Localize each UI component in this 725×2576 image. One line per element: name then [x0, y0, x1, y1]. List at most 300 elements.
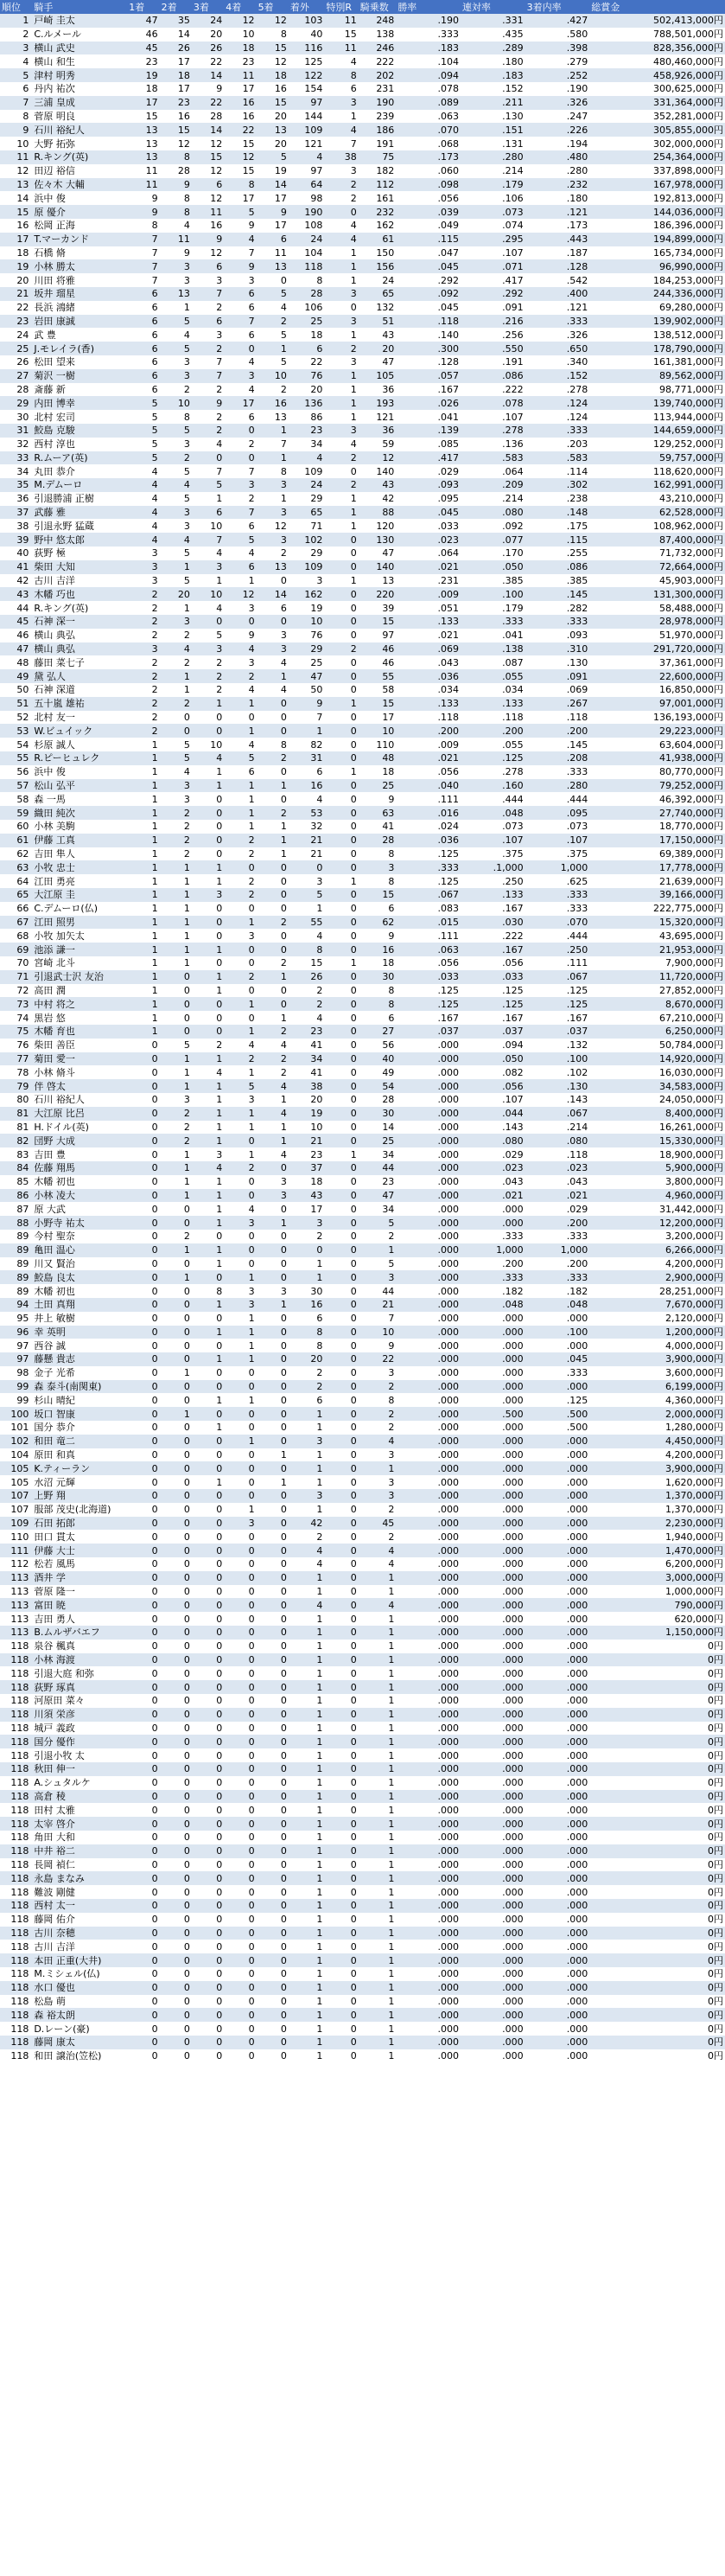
jockey-name-cell[interactable]: 藤岡 佑介	[32, 1913, 127, 1927]
jockey-name-cell[interactable]: 木幡 巧也	[32, 587, 127, 601]
stat-cell: 0	[127, 1189, 159, 1203]
stat-cell: 9	[257, 205, 289, 219]
column-header[interactable]: 3着内率	[525, 0, 590, 14]
stat-cell: .000	[396, 1093, 461, 1107]
jockey-name-cell[interactable]: 和田 竜二	[32, 1435, 127, 1448]
stat-cell: .145	[525, 738, 590, 751]
jockey-name-cell[interactable]: 川須 栄彦	[32, 1708, 127, 1722]
jockey-name-cell[interactable]: 武 豊	[32, 328, 127, 342]
jockey-name-cell[interactable]: J.モレイラ(香)	[32, 342, 127, 355]
jockey-name-cell[interactable]: 泉谷 楓真	[32, 1640, 127, 1653]
jockey-name-cell[interactable]: 斎藤 新	[32, 383, 127, 397]
jockey-name-cell[interactable]: B.ムルザバエフ	[32, 1626, 127, 1640]
stat-cell: 3	[257, 506, 289, 520]
rank-cell: 107	[0, 1503, 32, 1517]
stat-cell: 3,200,000円	[589, 1230, 725, 1243]
jockey-name-cell[interactable]: 松田 望来	[32, 355, 127, 369]
jockey-name-cell[interactable]: 坂井 瑠星	[32, 287, 127, 301]
column-header[interactable]: 騎手	[32, 0, 127, 14]
stat-cell: .009	[396, 738, 461, 751]
rank-cell: 89	[0, 1270, 32, 1284]
table-row	[0, 355, 725, 369]
jockey-name-cell[interactable]: 大野 拓弥	[32, 137, 127, 150]
stat-cell: 0	[324, 533, 358, 547]
jockey-name-cell[interactable]: 原田 和真	[32, 1448, 127, 1462]
column-header[interactable]: 着外	[289, 0, 324, 14]
rank-cell: 118	[0, 1858, 32, 1872]
stat-cell: 0	[224, 1885, 256, 1899]
jockey-name-cell[interactable]: 小牧 忠士	[32, 860, 127, 874]
stat-cell: 0円	[589, 2049, 725, 2063]
jockey-name-cell[interactable]: C.ルメール	[32, 28, 127, 42]
stat-cell: .050	[461, 560, 525, 574]
jockey-name-cell[interactable]: 黛 弘人	[32, 669, 127, 683]
jockey-name-cell[interactable]: 河原田 菜々	[32, 1694, 127, 1708]
jockey-name-cell[interactable]: 佐々木 大輔	[32, 178, 127, 192]
jockey-name-cell[interactable]: 菅原 隆一	[32, 1585, 127, 1599]
jockey-name-cell[interactable]: 鮫島 良太	[32, 1270, 127, 1284]
stat-cell: .000	[525, 2008, 590, 2022]
jockey-name-cell[interactable]: 松島 萌	[32, 1995, 127, 2009]
stat-cell: 0	[192, 1666, 224, 1680]
jockey-name-cell[interactable]: 石川 裕紀人	[32, 1093, 127, 1107]
stat-cell: .167	[461, 1011, 525, 1025]
stat-cell: 0	[127, 1858, 159, 1872]
column-header[interactable]: 特別R	[324, 0, 358, 14]
jockey-name-cell[interactable]: 井上 敏樹	[32, 1312, 127, 1326]
stat-cell: .125	[461, 984, 525, 998]
table-row	[0, 1844, 725, 1858]
jockey-name-cell[interactable]: 石神 深一	[32, 615, 127, 629]
column-header[interactable]: 総賞金	[589, 0, 725, 14]
jockey-name-cell[interactable]: 森 一馬	[32, 792, 127, 806]
jockey-name-cell[interactable]: 古川 吉洋	[32, 1940, 127, 1953]
stat-cell: .000	[396, 1461, 461, 1475]
jockey-name-cell[interactable]: 西村 淳也	[32, 438, 127, 451]
stat-cell: 4	[224, 738, 256, 751]
jockey-name-cell[interactable]: 黒岩 悠	[32, 1011, 127, 1025]
jockey-name-cell[interactable]: 長岡 禎仁	[32, 1858, 127, 1872]
jockey-name-cell[interactable]: 津村 明秀	[32, 68, 127, 82]
stat-cell: .417	[461, 273, 525, 287]
jockey-name-cell[interactable]: 角田 大和	[32, 1831, 127, 1844]
jockey-name-cell[interactable]: C.デムーロ(仏)	[32, 902, 127, 916]
stat-cell: 2	[289, 1530, 324, 1544]
jockey-name-cell[interactable]: 本田 正重(大井)	[32, 1953, 127, 1967]
jockey-name-cell[interactable]: 浜中 俊	[32, 765, 127, 779]
jockey-name-cell[interactable]: 小林 凌大	[32, 1189, 127, 1203]
stat-cell: 0	[257, 1161, 289, 1175]
column-header[interactable]: 4着	[224, 0, 256, 14]
rank-cell: 28	[0, 383, 32, 397]
column-header[interactable]: 2着	[160, 0, 192, 14]
stat-cell: 2	[257, 547, 289, 560]
stat-cell: 6,250,000円	[589, 1025, 725, 1039]
rank-cell: 57	[0, 779, 32, 793]
stat-cell: .000	[461, 1762, 525, 1776]
stat-cell: 23	[289, 1147, 324, 1161]
stat-cell: 0	[257, 724, 289, 738]
stat-cell: 41,938,000円	[589, 751, 725, 765]
jockey-name-cell[interactable]: 木幡 初也	[32, 1175, 127, 1189]
jockey-name-cell[interactable]: 松若 風馬	[32, 1557, 127, 1571]
stat-cell: .000	[525, 1858, 590, 1872]
table-row	[0, 1503, 725, 1517]
stat-cell: 1	[324, 765, 358, 779]
stat-cell: 47	[359, 355, 397, 369]
stat-cell: .100	[525, 1326, 590, 1339]
stat-cell: 6,266,000円	[589, 1243, 725, 1257]
jockey-name-cell[interactable]: 高田 潤	[32, 984, 127, 998]
rank-cell: 113	[0, 1571, 32, 1585]
stat-cell: .000	[525, 1461, 590, 1475]
stat-cell: 1	[289, 1762, 324, 1776]
stat-cell: .550	[461, 342, 525, 355]
jockey-name-cell[interactable]: 五十嵐 雄祐	[32, 697, 127, 711]
jockey-name-cell[interactable]: 上野 翔	[32, 1489, 127, 1503]
stat-cell: 5	[160, 424, 192, 438]
stat-cell: .203	[525, 438, 590, 451]
stat-cell: 0	[127, 1844, 159, 1858]
jockey-name-cell[interactable]: 国分 優作	[32, 1735, 127, 1748]
jockey-name-cell[interactable]: 大江原 比呂	[32, 1107, 127, 1121]
stat-cell: 3	[160, 369, 192, 383]
jockey-name-cell[interactable]: T.マーカンド	[32, 233, 127, 246]
jockey-name-cell[interactable]: 宮崎 北斗	[32, 956, 127, 970]
stat-cell: 1	[224, 1339, 256, 1352]
stat-cell: 8	[359, 984, 397, 998]
column-header[interactable]: 騎乗数	[359, 0, 397, 14]
jockey-name-cell[interactable]: R.キング(英)	[32, 150, 127, 164]
jockey-name-cell[interactable]: 引退永野 猛蔵	[32, 519, 127, 533]
jockey-name-cell[interactable]: 小林 勝太	[32, 259, 127, 273]
jockey-name-cell[interactable]: 城戸 義政	[32, 1722, 127, 1735]
stat-cell: 5	[224, 533, 256, 547]
jockey-name-cell[interactable]: 丸田 恭介	[32, 464, 127, 478]
stat-cell: 20	[289, 383, 324, 397]
jockey-name-cell[interactable]: 原 優介	[32, 205, 127, 219]
jockey-name-cell[interactable]: 石神 深道	[32, 683, 127, 697]
jockey-name-cell[interactable]: 野中 悠太郎	[32, 533, 127, 547]
stat-cell: 22	[359, 1352, 397, 1366]
stat-cell: 0	[192, 1748, 224, 1762]
stat-cell: 2	[160, 806, 192, 820]
stat-cell: 5	[160, 738, 192, 751]
jockey-name-cell[interactable]: 引退小牧 太	[32, 1748, 127, 1762]
jockey-name-cell[interactable]: 亀田 温心	[32, 1243, 127, 1257]
stat-cell: 0	[192, 1585, 224, 1599]
stat-cell: 15	[359, 615, 397, 629]
jockey-name-cell[interactable]: 引退大庭 和弥	[32, 1666, 127, 1680]
jockey-name-cell[interactable]: 荻野 極	[32, 547, 127, 560]
jockey-name-cell[interactable]: 横山 和生	[32, 54, 127, 68]
stat-cell: 0	[224, 1421, 256, 1435]
jockey-name-cell[interactable]: 藤懸 貴志	[32, 1352, 127, 1366]
stat-cell: 0	[224, 1461, 256, 1475]
jockey-name-cell[interactable]: 小林 海渡	[32, 1653, 127, 1667]
stat-cell: 4	[324, 233, 358, 246]
jockey-name-cell[interactable]: 池添 謙一	[32, 943, 127, 956]
stat-cell: 0	[324, 1312, 358, 1326]
jockey-name-cell[interactable]: 菊沢 一樹	[32, 369, 127, 383]
jockey-name-cell[interactable]: 小林 脩斗	[32, 1065, 127, 1079]
jockey-name-cell[interactable]: 酒井 学	[32, 1571, 127, 1585]
stat-cell: 1	[257, 1448, 289, 1462]
jockey-name-cell[interactable]: 内田 博幸	[32, 396, 127, 410]
stat-cell: 4	[324, 54, 358, 68]
column-header[interactable]: 勝率	[396, 0, 461, 14]
stat-cell: 15	[324, 28, 358, 42]
jockey-name-cell[interactable]: 秋田 伸一	[32, 1762, 127, 1776]
stat-cell: .140	[396, 328, 461, 342]
stat-cell: 0	[160, 2049, 192, 2063]
jockey-name-cell[interactable]: 杉原 誠人	[32, 738, 127, 751]
table-row	[0, 1708, 725, 1722]
jockey-name-cell[interactable]: 岩田 康誠	[32, 315, 127, 329]
stat-cell: 1	[127, 738, 159, 751]
stat-cell: 15	[192, 150, 224, 164]
jockey-name-cell[interactable]: M.ミシェル(仏)	[32, 1967, 127, 1981]
jockey-name-cell[interactable]: 坂口 智康	[32, 1407, 127, 1421]
jockey-name-cell[interactable]: 大江原 圭	[32, 888, 127, 902]
jockey-name-cell[interactable]: H.ドイル(英)	[32, 1121, 127, 1135]
stat-cell: 1	[324, 1147, 358, 1161]
jockey-name-cell[interactable]: 石橋 脩	[32, 246, 127, 260]
rank-cell: 71	[0, 970, 32, 984]
jockey-name-cell[interactable]: 田口 貫太	[32, 1530, 127, 1544]
stat-cell: 0	[257, 1722, 289, 1735]
jockey-name-cell[interactable]: 横山 典弘	[32, 629, 127, 642]
column-header[interactable]: 連対率	[461, 0, 525, 14]
jockey-name-cell[interactable]: 吉田 豊	[32, 1147, 127, 1161]
jockey-name-cell[interactable]: 小牧 加矢太	[32, 929, 127, 943]
stat-cell: 1	[359, 1940, 397, 1953]
jockey-name-cell[interactable]: 和田 譲治(笠松)	[32, 2049, 127, 2063]
jockey-name-cell[interactable]: 伊藤 工真	[32, 834, 127, 847]
stat-cell: .000	[461, 1858, 525, 1872]
jockey-name-cell[interactable]: 荻野 琢真	[32, 1680, 127, 1694]
stat-cell: .000	[461, 1817, 525, 1831]
jockey-name-cell[interactable]: 西谷 誠	[32, 1339, 127, 1352]
stat-cell: 1	[224, 697, 256, 711]
jockey-name-cell[interactable]: 木幡 初也	[32, 1284, 127, 1298]
stat-cell: 26	[192, 42, 224, 55]
jockey-name-cell[interactable]: 中井 裕二	[32, 1844, 127, 1858]
stat-cell: 8	[127, 219, 159, 233]
stat-cell: .039	[396, 205, 461, 219]
stat-cell: 102	[289, 533, 324, 547]
stat-cell: .000	[525, 1475, 590, 1489]
jockey-name-cell[interactable]: 杉山 晴紀	[32, 1393, 127, 1407]
table-row	[0, 1640, 725, 1653]
jockey-name-cell[interactable]: 服部 茂史(北海道)	[32, 1503, 127, 1517]
jockey-name-cell[interactable]: 田村 太雅	[32, 1803, 127, 1817]
jockey-name-cell[interactable]: 石川 裕紀人	[32, 123, 127, 137]
stat-cell: 0	[324, 1175, 358, 1189]
jockey-name-cell[interactable]: 丹内 祐次	[32, 82, 127, 96]
jockey-name-cell[interactable]: 織田 純次	[32, 806, 127, 820]
jockey-name-cell[interactable]: 柴田 善臣	[32, 1039, 127, 1052]
stat-cell: 6	[127, 342, 159, 355]
jockey-name-cell[interactable]: 国分 恭介	[32, 1421, 127, 1435]
jockey-name-cell[interactable]: 木幡 育也	[32, 1025, 127, 1039]
table-row	[0, 315, 725, 329]
stat-cell: 0	[324, 1817, 358, 1831]
rank-cell: 83	[0, 1147, 32, 1161]
jockey-name-cell[interactable]: 水沼 元輝	[32, 1475, 127, 1489]
jockey-name-cell[interactable]: 武藤 雅	[32, 506, 127, 520]
jockey-name-cell[interactable]: 小野寺 祐太	[32, 1216, 127, 1230]
stat-cell: 0円	[589, 1927, 725, 1940]
stat-cell: 10	[289, 615, 324, 629]
stat-cell: 248	[359, 14, 397, 28]
rank-cell: 5	[0, 68, 32, 82]
stat-cell: 139,740,000円	[589, 396, 725, 410]
stat-cell: .256	[461, 328, 525, 342]
stat-cell: 3	[257, 1189, 289, 1203]
jockey-name-cell[interactable]: 伊藤 大士	[32, 1544, 127, 1557]
jockey-name-cell[interactable]: 菊田 愛一	[32, 1052, 127, 1066]
stat-cell: .000	[525, 2049, 590, 2063]
stat-cell: .107	[461, 1093, 525, 1107]
rank-cell: 81	[0, 1121, 32, 1135]
jockey-name-cell[interactable]: R.ピーヒュレク	[32, 751, 127, 765]
column-header[interactable]: 5着	[257, 0, 289, 14]
jockey-name-cell[interactable]: 金子 光希	[32, 1366, 127, 1380]
jockey-name-cell[interactable]: R.キング(英)	[32, 601, 127, 615]
jockey-name-cell[interactable]: 北村 友一	[32, 711, 127, 725]
jockey-name-cell[interactable]: 古川 吉洋	[32, 574, 127, 588]
jockey-name-cell[interactable]: 西村 太一	[32, 1899, 127, 1913]
jockey-name-cell[interactable]: 吉田 隼人	[32, 847, 127, 861]
stat-cell: 193	[359, 396, 397, 410]
stat-cell: .000	[396, 1230, 461, 1243]
column-header[interactable]: 3着	[192, 0, 224, 14]
jockey-name-cell[interactable]: 水口 優也	[32, 1981, 127, 1995]
stat-cell: 0	[192, 1598, 224, 1612]
column-header[interactable]: 1着	[127, 0, 159, 14]
stat-cell: 1	[257, 1298, 289, 1312]
rank-cell: 99	[0, 1393, 32, 1407]
jockey-name-cell[interactable]: 引退勝浦 正樹	[32, 492, 127, 506]
jockey-name-cell[interactable]: 藤田 菜七子	[32, 655, 127, 669]
jockey-name-cell[interactable]: 石田 拓郎	[32, 1517, 127, 1531]
jockey-name-cell[interactable]: 森 泰斗(南関東)	[32, 1380, 127, 1394]
stat-cell: 246	[359, 42, 397, 55]
stat-cell: .102	[525, 1065, 590, 1079]
jockey-name-cell[interactable]: 土田 真翔	[32, 1298, 127, 1312]
jockey-name-cell[interactable]: 伴 啓太	[32, 1079, 127, 1093]
stat-cell: .292	[396, 273, 461, 287]
jockey-name-cell[interactable]: 佐藤 翔馬	[32, 1161, 127, 1175]
stat-cell: 0	[257, 997, 289, 1011]
jockey-name-cell[interactable]: 富田 暁	[32, 1598, 127, 1612]
stat-cell: 0円	[589, 1653, 725, 1667]
jockey-name-cell[interactable]: 北村 宏司	[32, 410, 127, 424]
jockey-name-cell[interactable]: 幸 英明	[32, 1326, 127, 1339]
jockey-name-cell[interactable]: 引退武士沢 友治	[32, 970, 127, 984]
jockey-name-cell[interactable]: 中村 将之	[32, 997, 127, 1011]
jockey-name-cell[interactable]: 菅原 明良	[32, 110, 127, 124]
jockey-name-cell[interactable]: 太宰 啓介	[32, 1817, 127, 1831]
jockey-name-cell[interactable]: M.デムーロ	[32, 478, 127, 492]
jockey-name-cell[interactable]: 吉田 勇人	[32, 1612, 127, 1626]
stat-cell: 0	[224, 1489, 256, 1503]
jockey-name-cell[interactable]: 戸崎 圭太	[32, 14, 127, 28]
jockey-name-cell[interactable]: W.ビュイック	[32, 724, 127, 738]
stat-cell: .145	[525, 587, 590, 601]
table-row	[0, 519, 725, 533]
jockey-name-cell[interactable]: 浜中 俊	[32, 191, 127, 205]
jockey-name-cell[interactable]: 永島 まなみ	[32, 1871, 127, 1885]
stat-cell: 0	[192, 1626, 224, 1640]
jockey-name-cell[interactable]: 柴田 大知	[32, 560, 127, 574]
jockey-name-cell[interactable]: 田辺 裕信	[32, 164, 127, 178]
stat-cell: 0円	[589, 1748, 725, 1762]
jockey-name-cell[interactable]: 今村 聖奈	[32, 1230, 127, 1243]
jockey-name-cell[interactable]: 古川 奈穂	[32, 1927, 127, 1940]
stat-cell: .000	[525, 1803, 590, 1817]
jockey-name-cell[interactable]: 小林 美駒	[32, 820, 127, 834]
rank-cell: 11	[0, 150, 32, 164]
jockey-name-cell[interactable]: A.シュタルケ	[32, 1776, 127, 1790]
jockey-name-cell[interactable]: 松山 弘平	[32, 779, 127, 793]
stat-cell: 69,280,000円	[589, 301, 725, 315]
stat-cell: .000	[461, 2022, 525, 2036]
stat-cell: 40	[359, 1052, 397, 1066]
stat-cell: 0	[257, 1981, 289, 1995]
jockey-name-cell[interactable]: 森 裕太朗	[32, 2008, 127, 2022]
jockey-name-cell[interactable]: 難波 剛健	[32, 1885, 127, 1899]
jockey-name-cell[interactable]: 鮫島 克駿	[32, 424, 127, 438]
stat-cell: 0	[127, 1475, 159, 1489]
column-header[interactable]: 順位	[0, 0, 32, 14]
jockey-name-cell[interactable]: D.レーン(豪)	[32, 2022, 127, 2036]
stat-cell: 3	[160, 779, 192, 793]
jockey-name-cell[interactable]: 三浦 皇成	[32, 96, 127, 110]
table-row	[0, 738, 725, 751]
stat-cell: 1	[289, 1967, 324, 1981]
jockey-name-cell[interactable]: 江田 勇亮	[32, 874, 127, 888]
jockey-name-cell[interactable]: K.ティーラン	[32, 1461, 127, 1475]
stat-cell: 80,770,000円	[589, 765, 725, 779]
jockey-name-cell[interactable]: 川田 将雅	[32, 273, 127, 287]
table-row	[0, 1326, 725, 1339]
stat-cell: 30	[359, 1107, 397, 1121]
jockey-name-cell[interactable]: 高倉 稜	[32, 1790, 127, 1804]
jockey-name-cell[interactable]: 原 大武	[32, 1202, 127, 1216]
jockey-name-cell[interactable]: 団野 大成	[32, 1134, 127, 1147]
jockey-name-cell[interactable]: 藤岡 康太	[32, 2036, 127, 2049]
table-row	[0, 1790, 725, 1804]
jockey-name-cell[interactable]: R.ムーア(英)	[32, 451, 127, 465]
stat-cell: .000	[525, 1585, 590, 1599]
jockey-name-cell[interactable]: 松岡 正海	[32, 219, 127, 233]
jockey-name-cell[interactable]: 江田 照男	[32, 916, 127, 930]
jockey-name-cell[interactable]: 川又 賢治	[32, 1257, 127, 1271]
jockey-name-cell[interactable]: 横山 武史	[32, 42, 127, 55]
table-row	[0, 1953, 725, 1967]
stat-cell: 1	[257, 1011, 289, 1025]
stat-cell: .583	[461, 451, 525, 465]
stat-cell: 0	[160, 1298, 192, 1312]
stat-cell: .000	[396, 1722, 461, 1735]
stat-cell: 2	[289, 997, 324, 1011]
stat-cell: 16	[224, 110, 256, 124]
jockey-name-cell[interactable]: 横山 典弘	[32, 642, 127, 656]
stat-cell: 4	[127, 506, 159, 520]
jockey-name-cell[interactable]: 長浜 鴻緒	[32, 301, 127, 315]
